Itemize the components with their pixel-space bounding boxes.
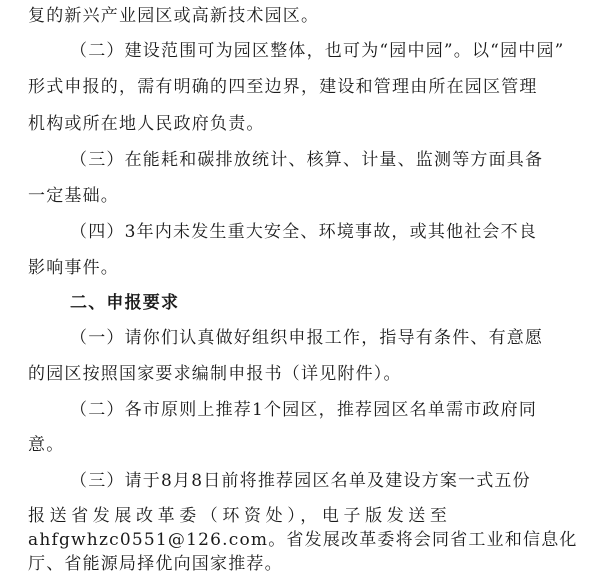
paragraph-line: （三）请于8月8日前将推荐园区名单及建设方案一式五份 — [70, 471, 531, 491]
paragraph-line: 的园区按照国家要求编制申报书（详见附件）。 — [28, 364, 402, 384]
paragraph-line: 形式申报的，需有明确的四至边界，建设和管理由所在园区管理 — [28, 77, 538, 97]
paragraph-line-email: ahfgwhzc0551@126.com。省发展改革委将会同省工业和信息化 — [28, 530, 578, 550]
paragraph-line: 机构或所在地人民政府负责。 — [28, 114, 265, 134]
paragraph-line: （四）3年内未发生重大安全、环境事故，或其他社会不良 — [70, 222, 538, 242]
paragraph-line: （二）各市原则上推荐1个园区，推荐园区名单需市政府同 — [70, 400, 538, 420]
paragraph-line: 报送省发展改革委（环资处），电子版发送至 — [28, 506, 452, 526]
paragraph-line: （三）在能耗和碳排放统计、核算、计量、监测等方面具备 — [70, 150, 544, 170]
paragraph-line: 复的新兴产业园区或高新技术园区。 — [28, 6, 320, 26]
paragraph-line: 意。 — [28, 435, 65, 455]
paragraph-line: 一定基础。 — [28, 186, 119, 206]
paragraph-line: （二）建设范围可为园区整体，也可为“园中园”。以“园中园” — [70, 41, 565, 61]
section-heading: 二、申报要求 — [70, 293, 180, 313]
paragraph-line: 影响事件。 — [28, 258, 119, 278]
paragraph-line: 厅、省能源局择优向国家推荐。 — [28, 554, 283, 574]
paragraph-line: （一）请你们认真做好组织申报工作，指导有条件、有意愿 — [70, 328, 544, 348]
